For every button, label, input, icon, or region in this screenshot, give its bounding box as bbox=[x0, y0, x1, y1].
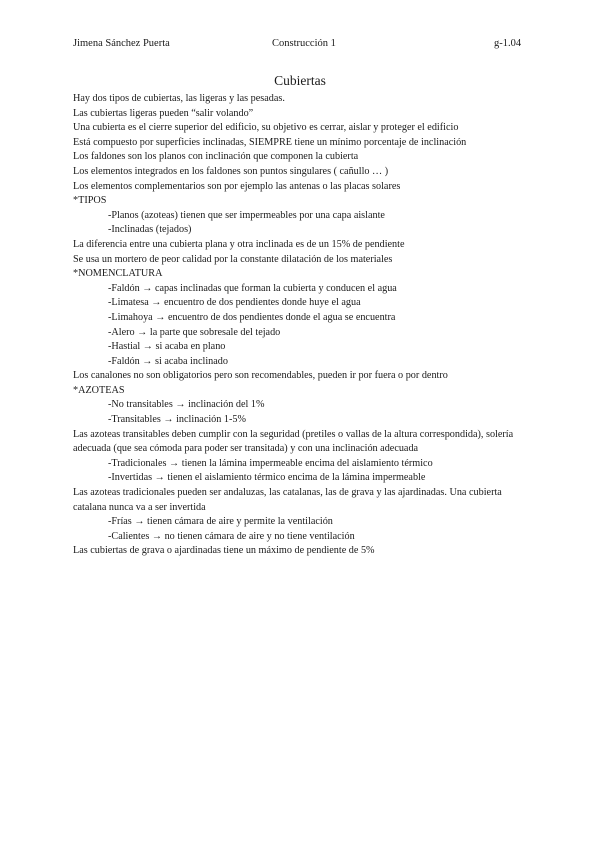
paragraph-line: Hay dos tipos de cubiertas, las ligeras y las pesadas. bbox=[73, 93, 285, 104]
page-header bbox=[0, 38, 600, 52]
header-author: Jimena Sánchez Puerta bbox=[73, 38, 170, 49]
paragraph-line: Los faldones son los planos con inclinación que componen la cubierta bbox=[73, 151, 359, 163]
header-course: Construcción 1 bbox=[272, 38, 336, 49]
paragraph-line: Una cubierta es el cierre superior del edificio, su objetivo es cerrar, aislar y proteger el edificio bbox=[73, 122, 459, 134]
paragraph-line: Las cubiertas de grava o ajardinadas tiene un máximo de pendiente de 5% bbox=[73, 545, 375, 557]
paragraph-line: Los canalones no son obligatorios pero son recomendables, pueden ir por fuera o por dentro bbox=[73, 370, 448, 382]
paragraph-line: Los elementos complementarios son por ejemplo las antenas o las placas solares bbox=[73, 180, 401, 192]
paragraph-line: Las cubiertas ligeras pueden “salir volando” bbox=[73, 107, 254, 119]
paragraph-line: Se usa un mortero de peor calidad por la constante dilatación de los materiales bbox=[73, 253, 393, 265]
list-item: -Faldón → capas inclinadas que forman la cubierta y conducen el agua bbox=[108, 282, 397, 294]
list-item: -No transitables → inclinación del 1% bbox=[108, 399, 265, 411]
paragraph-line: *AZOTEAS bbox=[73, 384, 125, 396]
list-item: -Inclinadas (tejados) bbox=[108, 224, 192, 236]
paragraph-line: Los elementos integrados en los faldones son puntos singulares ( cañullo … ) bbox=[73, 165, 389, 177]
paragraph-line: *TIPOS bbox=[73, 195, 107, 207]
list-item: -Hastial → si acaba en plano bbox=[108, 341, 226, 353]
paragraph-line: La diferencia entre una cubierta plana y otra inclinada es de un 15% de pendiente bbox=[73, 238, 405, 250]
paragraph-line: Está compuesto por superficies inclinadas, SIEMPRE tiene un mínimo porcentaje de inclinación bbox=[73, 136, 467, 148]
list-item: -Tradicionales → tienen la lámina impermeable encima del aislamiento térmico bbox=[108, 457, 433, 469]
header-page-number: g-1.04 bbox=[494, 38, 522, 49]
list-item: -Calientes → no tienen cámara de aire y no tiene ventilación bbox=[108, 530, 355, 542]
document-title: Cubiertas bbox=[274, 73, 326, 88]
list-item: -Limatesa → encuentro de dos pendientes donde huye el agua bbox=[108, 297, 361, 309]
paragraph-line: *NOMENCLATURA bbox=[73, 268, 163, 280]
document-body bbox=[73, 92, 533, 559]
list-item: -Transitables → inclinación 1-5% bbox=[108, 414, 246, 426]
paragraph-line: Las azoteas transitables deben cumplir con la seguridad (pretiles o vallas de la altura correspondida), solería adecuada (que sea cómoda para poder ser transitada) y con una inclinación adecuada bbox=[73, 428, 514, 455]
list-item: -Planos (azoteas) tienen que ser impermeables por una capa aislante bbox=[108, 209, 385, 221]
list-item: -Alero → la parte que sobresale del tejado bbox=[108, 326, 281, 338]
list-item: -Invertidas → tienen el aislamiento térmico encima de la lámina impermeable bbox=[108, 472, 426, 484]
list-item: -Frías → tienen cámara de aire y permite la ventilación bbox=[108, 516, 333, 528]
list-item: -Limahoya → encuentro de dos pendientes donde el agua se encuentra bbox=[108, 311, 396, 323]
list-item: -Faldón → si acaba inclinado bbox=[108, 355, 228, 367]
paragraph-line: Las azoteas tradicionales pueden ser andaluzas, las catalanas, las de grava y las ajardinadas. Una cubierta catalana nunca va a ser invertida bbox=[73, 487, 502, 513]
